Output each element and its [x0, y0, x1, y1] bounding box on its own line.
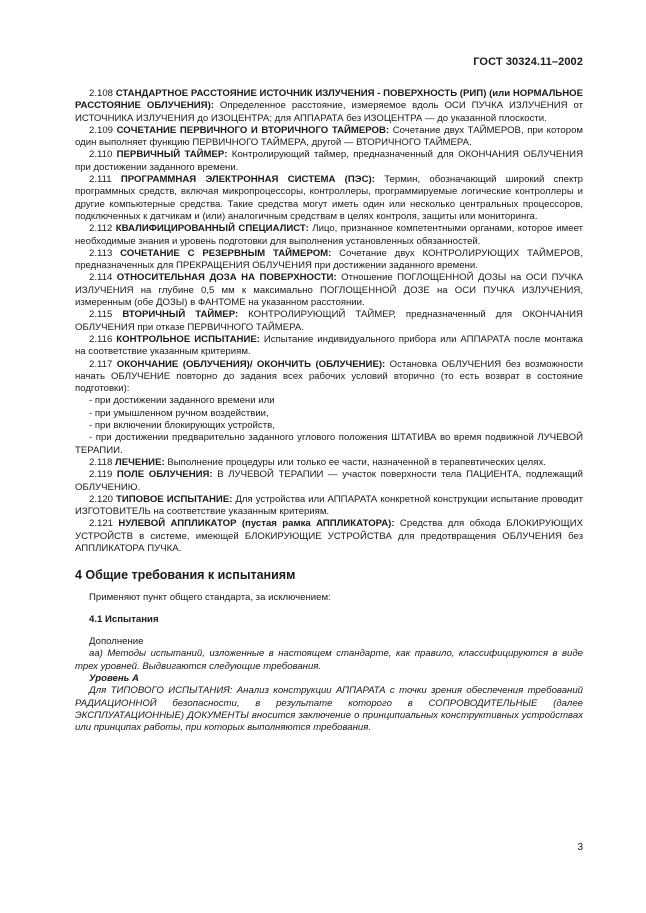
definition-term: СТАНДАРТНОЕ РАССТОЯНИЕ ИСТОЧНИК ИЗЛУЧЕНИЯ - ПОВЕРХНОСТЬ (РИП) (или НОРМАЛЬНОЕ РАССТОЯНИЕ ОБЛУЧЕНИЯ): [75, 88, 583, 112]
definition-term: ПРОГРАММНАЯ ЭЛЕКТРОННАЯ СИСТЕМА (ПЭС): [120, 174, 375, 186]
paragraph-aa: аа) Методы испытаний, изложенные в настоящем стандарте, как правило, классифицируются в виде трех уровней. Выдвигаются следующие требования. [75, 648, 583, 672]
section-intro: Применяют пункт общего стандарта, за исключением: [89, 591, 331, 603]
definition-term: СОЧЕТАНИЕ С РЕЗЕРВНЫМ ТАЙМЕРОМ: [120, 247, 332, 259]
section-title: 4 Общие требования к испытаниям [75, 568, 296, 583]
definition-term: ОТНОСИТЕЛЬНАЯ ДОЗА НА ПОВЕРХНОСТИ: [116, 272, 337, 284]
definition-term: ПОЛЕ ОБЛУЧЕНИЯ: [116, 469, 213, 481]
definition-text: Для устройства или АППАРАТА конкретной конструкции испытание проводит ИЗГОТОВИТЕЛЬ на соответствие указанным критериям. [75, 493, 583, 518]
page-content [75, 88, 583, 735]
definition-number: 2.117 [89, 358, 113, 370]
definition-item [75, 359, 583, 396]
definition-text: Испытание индивидуального прибора или АППАРАТА после монтажа на соответствие указанным критериям. [75, 333, 583, 358]
standard-code: ГОСТ 30324.11–2002 [473, 56, 583, 68]
level-a-heading: Уровень А [89, 673, 139, 685]
definition-number: 2.113 [89, 247, 113, 259]
definition-number: 2.112 [89, 223, 113, 235]
definition-text: Выполнение процедуры или только ее части, назначенной в терапевтических целях. [164, 456, 546, 468]
definition-text: В ЛУЧЕВОЙ ТЕРАПИИ — участок поверхности тела ПАЦИЕНТА, подлежащий ОБЛУЧЕНИЮ. [75, 469, 583, 493]
subsection-title: 4.1 Испытания [89, 613, 159, 625]
definition-number: 2.115 [89, 309, 113, 321]
list-item: - при достижении заданного времени или [89, 395, 275, 407]
definition-text: КОНТРОЛИРУЮЩИЙ ТАЙМЕР, предназначенный для ОКОНЧАНИЯ ОБЛУЧЕНИЯ при отказе ПЕРВИЧНОГО ТАЙМЕРА. [75, 309, 583, 333]
definition-number: 2.108 [89, 88, 114, 99]
definition-number: 2.114 [89, 272, 113, 284]
definition-term: ВТОРИЧНЫЙ ТАЙМЕР: [122, 309, 239, 321]
definition-term: КВАЛИФИЦИРОВАННЫЙ СПЕЦИАЛИСТ: [115, 223, 309, 235]
definition-item [75, 272, 583, 309]
definition-term: КОНТРОЛЬНОЕ ИСПЫТАНИЕ: [116, 333, 260, 345]
definition-item [75, 469, 583, 494]
definition-text: Определенное расстояние, измеряемое вдоль ОСИ ПУЧКА ИЗЛУЧЕНИЯ от ИСТОЧНИКА ИЗЛУЧЕНИЯ до ИЗОЦЕНТРА; для АППАРАТА без ИЗОЦЕНТРА — до указанной плоскости. [75, 100, 584, 124]
addition-label: Дополнение [89, 636, 144, 648]
definition-term: ОКОНЧАНИЕ (ОБЛУЧЕНИЯ)/ ОКОНЧИТЬ (ОБЛУЧЕНИЕ): [116, 358, 386, 370]
definition-number: 2.120 [89, 493, 114, 505]
definition-number: 2.118 [89, 456, 113, 468]
definition-number: 2.121 [89, 518, 114, 530]
definition-item [75, 88, 583, 125]
paragraph-level-a: Для ТИПОВОГО ИСПЫТАНИЯ: Анализ конструкции АППАРАТА с точки зрения обеспечения требований РАДИАЦИОННОЙ безопасности, в результате которого в СОПРОВОДИТЕЛЬНЫЕ (далее ЭКСПЛУАТАЦИОННЫЕ) ДОКУМЕНТЫ вносится заключение о принципиальных конструктивных устройствах или принципах работы, при которых выполняются требования. [75, 685, 583, 734]
definition-text: Контролирующий таймер, предназначенный для ОКОНЧАНИЯ ОБЛУЧЕНИЯ при достижении заданного времени. [75, 149, 583, 173]
definition-item [75, 223, 583, 248]
definition-number: 2.119 [89, 469, 113, 481]
definition-item [75, 494, 583, 519]
definition-term: ЛЕЧЕНИЕ: [114, 456, 165, 468]
definitions-block-2 [75, 457, 583, 555]
definition-term: НУЛЕВОЙ АППЛИКАТОР (пустая рамка АППЛИКАТОРА): [118, 518, 395, 530]
definition-item [75, 334, 583, 359]
definition-text: Отношение ПОГЛОЩЕННОЙ ДОЗЫ на ОСИ ПУЧКА ИЗЛУЧЕНИЯ на глубине 0,5 мм к максимально ПОГЛОЩЕННОЙ ДОЗЕ на ОСИ ПУЧКА ИЗЛУЧЕНИЯ, измеренным (обе ДОЗЫ) в ФАНТОМЕ на указанном расстоянии. [75, 272, 583, 309]
definition-item [75, 248, 583, 273]
definition-item [75, 518, 583, 555]
list-item: - при включении блокирующих устройств, [89, 420, 275, 432]
definition-item [75, 125, 583, 150]
definition-number: 2.110 [89, 149, 113, 161]
definition-text: Лицо, признанное компетентными органами, которое имеет необходимые знания и уровень подготовки для выполнения установленных обязанностей. [75, 223, 583, 247]
definition-text: Сочетание двух ТАЙМЕРОВ, при котором один выполняет функцию ПЕРВИЧНОГО ТАЙМЕРА, другой — ВТОРИЧНОГО ТАЙМЕРА. [75, 124, 583, 149]
definition-term: СОЧЕТАНИЕ ПЕРВИЧНОГО И ВТОРИЧНОГО ТАЙМЕРОВ: [116, 124, 390, 136]
definition-item [75, 309, 583, 334]
definition-number: 2.111 [89, 174, 112, 186]
definition-text: Сочетание двух КОНТРОЛИРУЮЩИХ ТАЙМЕРОВ, предназначенных для ПРЕКРАЩЕНИЯ ОБЛУЧЕНИЯ при достижении заданного времени. [75, 247, 583, 272]
list-item: - при достижении предварительно заданного углового положения ШТАТИВА во время подвижной ЛУЧЕВОЙ ТЕРАПИИ. [75, 432, 583, 456]
definition-term: ПЕРВИЧНЫЙ ТАЙМЕР: [116, 149, 228, 161]
definition-number: 2.109 [89, 124, 114, 136]
definition-item [75, 457, 583, 469]
definitions-block [75, 88, 583, 395]
definition-number: 2.116 [89, 333, 113, 345]
definition-item [75, 149, 583, 174]
condition-list [75, 395, 583, 456]
definition-term: ТИПОВОЕ ИСПЫТАНИЕ: [116, 493, 233, 505]
definition-text: Термин, обозначающий широкий спектр программных средств, включая микропроцессоры, контроллеры, программируемые логические контроллеры и другие компьютерные средства. Такие средства могут иметь один или несколько центральных процессоров, подключенных к датчикам и (или) аналогичным средствам в целях контроля, защиты или мониторинга. [75, 174, 583, 222]
list-item: - при умышленном ручном воздействии, [89, 407, 269, 419]
definition-text: Средства для обхода БЛОКИРУЮЩИХ УСТРОЙСТВ в системе, имеющей БЛОКИРУЮЩИЕ УСТРОЙСТВА для предотвращения ОБЛУЧЕНИЯ без АППЛИКАТОРА ПУЧКА. [75, 518, 583, 554]
definition-text: Остановка ОБЛУЧЕНИЯ без возможности начать ОБЛУЧЕНИЕ повторно до задания всех рабочих условий вторично (то есть возврат в состояние подготовки): [75, 358, 583, 395]
page-number: 3 [577, 842, 583, 853]
definition-item [75, 174, 583, 223]
